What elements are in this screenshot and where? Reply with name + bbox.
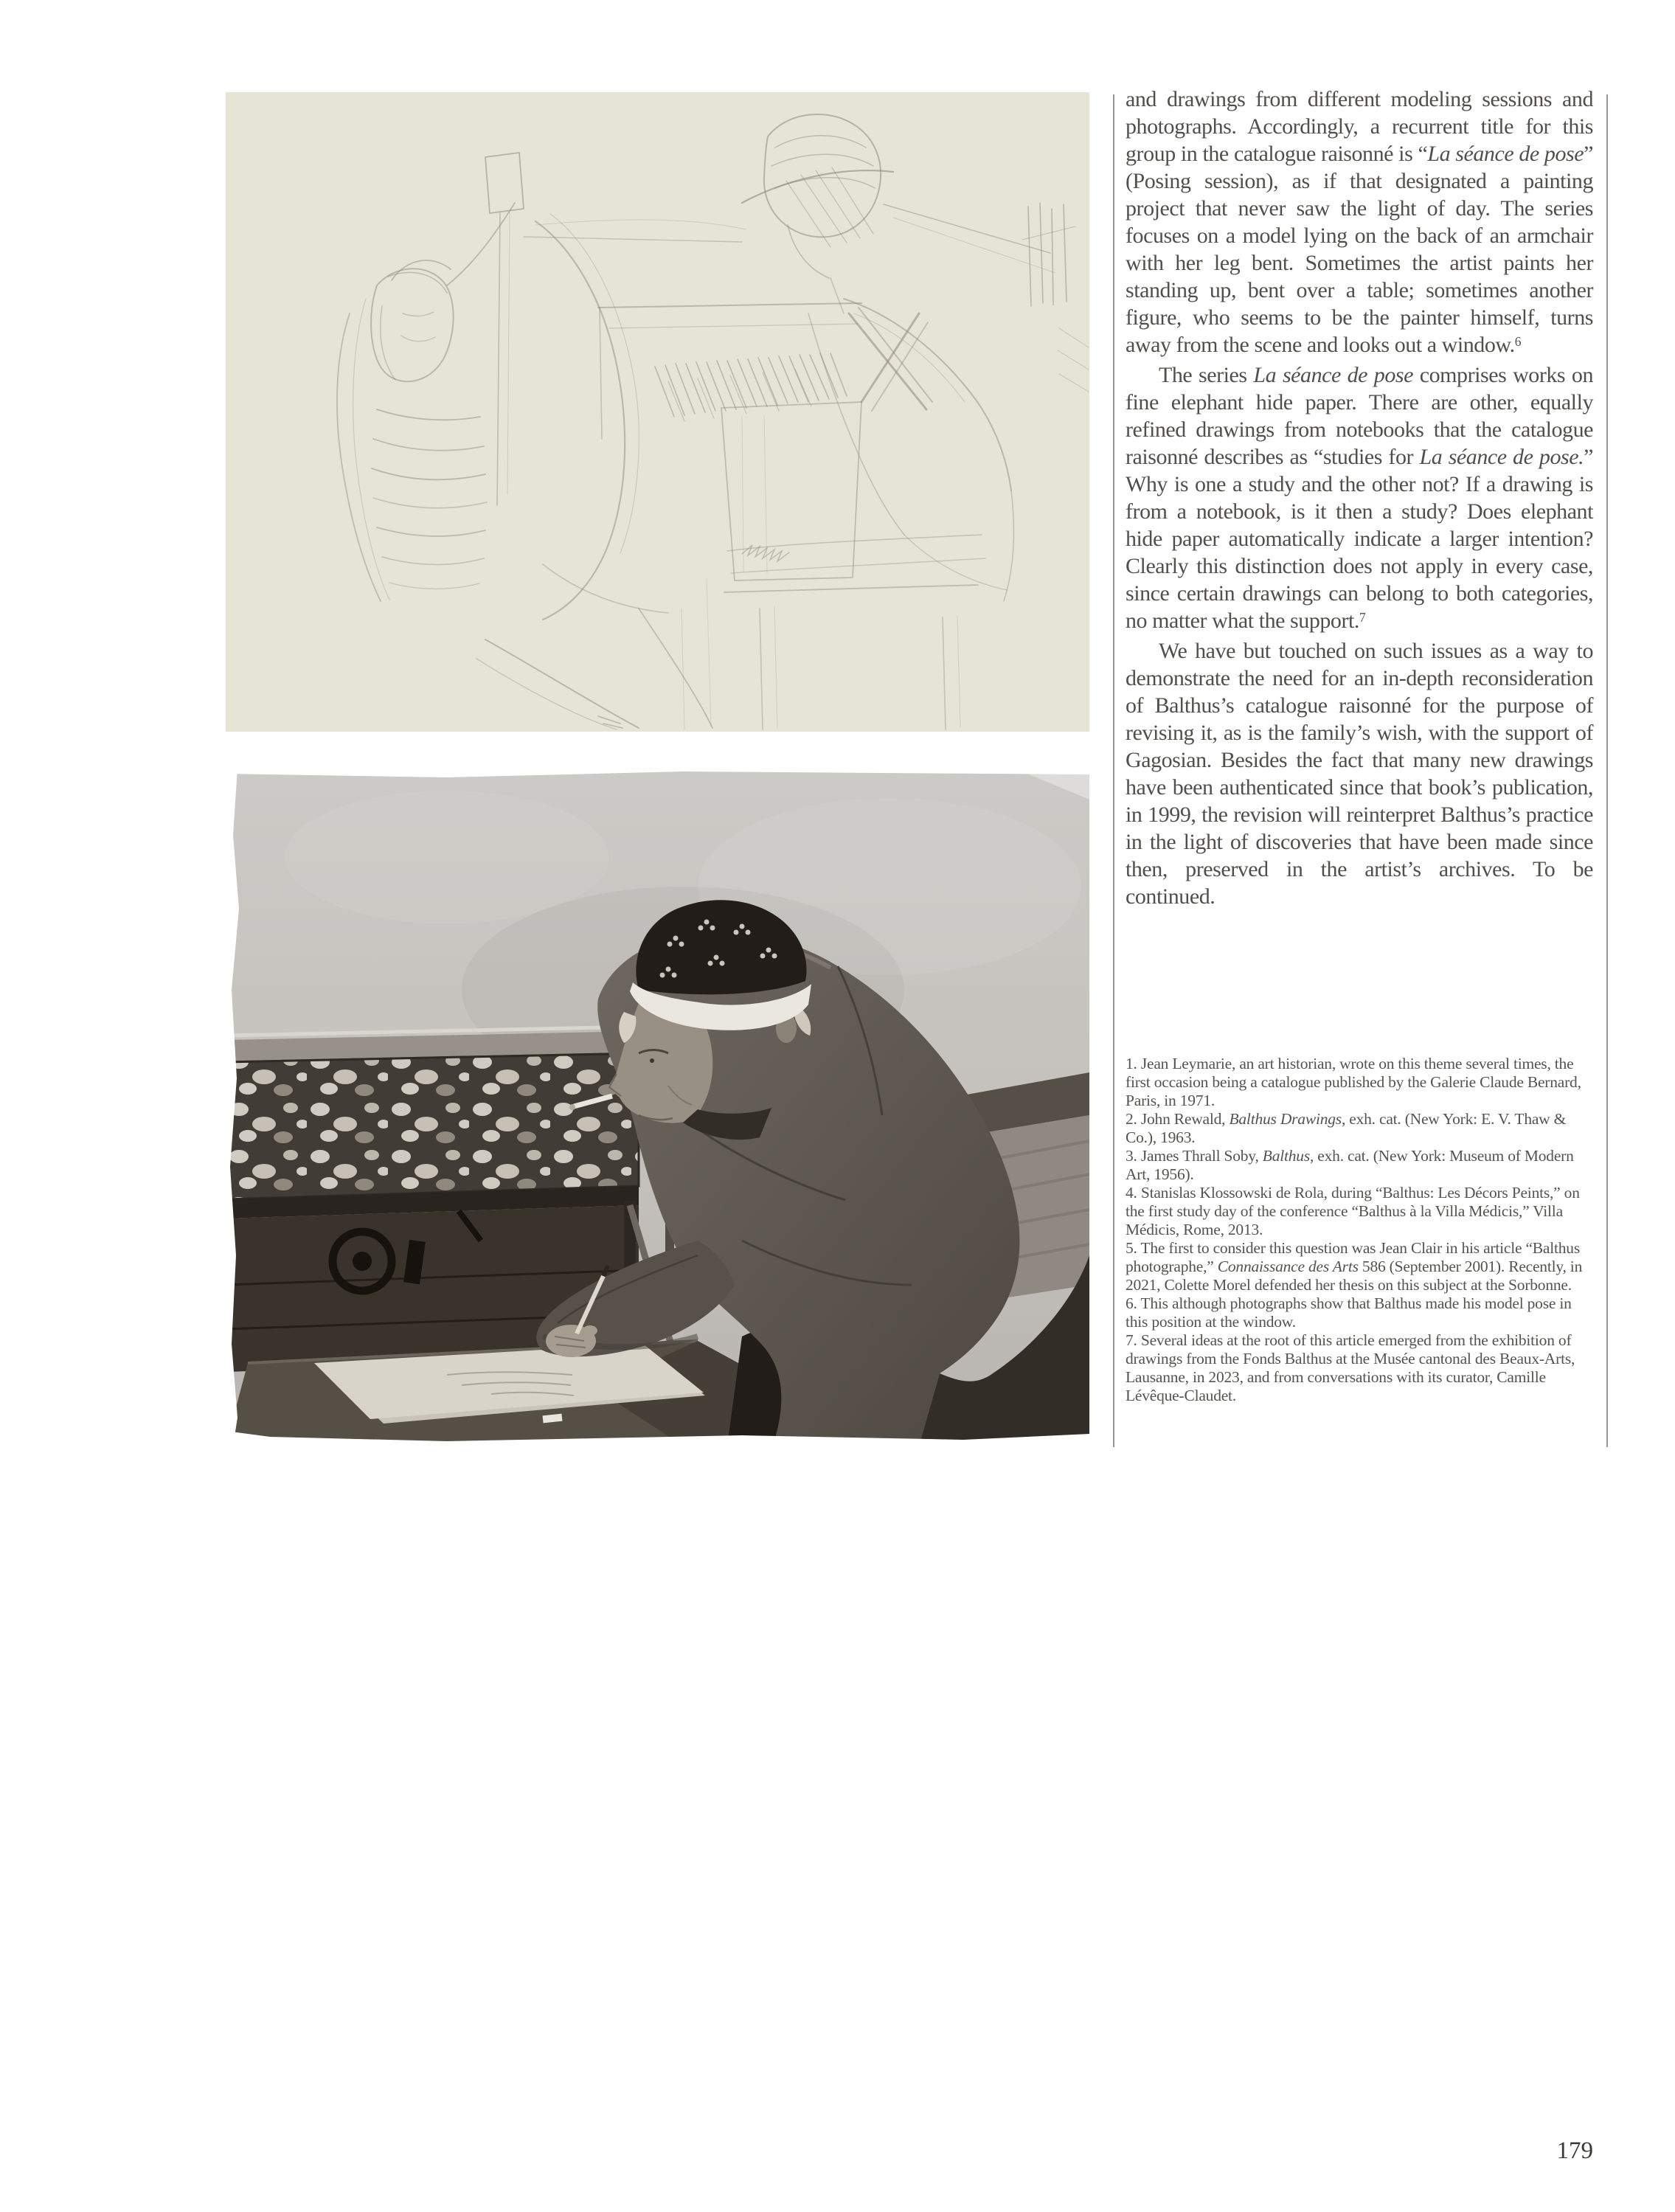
footnote-6: 6. This although photographs show that Balthus made his model pose in this position at the window. (1126, 1294, 1572, 1331)
footnote-4: 4. Stanislas Klossowski de Rola, during “Balthus: Les Décors Peints,” on the first study day of the conference “Balthus à la Villa Médicis,” Villa Médicis, Rome, 2013. (1126, 1184, 1580, 1238)
footnote-1: 1. Jean Leymarie, an art historian, wrote on this theme several times, the first occasion being a catalogue published by the Galerie Claude Bernard, Paris, in 1971. (1126, 1055, 1581, 1109)
footnotes (1126, 1055, 1592, 1405)
page-number: 179 (1556, 2138, 1593, 2164)
footnote-7: 7. Several ideas at the root of this article emerged from the exhibition of drawings from the Fonds Balthus at the Musée cantonal des Beaux-Arts, Lausanne, in 2023, and from conversations with its curator, Camille Lévêque-Claudet. (1126, 1331, 1575, 1404)
pencil-study-drawing (226, 92, 1089, 732)
balthus-photograph-image (226, 769, 1089, 1446)
footnote-3: 3. James Thrall Soby, Balthus, exh. cat. (New York: Museum of Modern Art, 1956). (1126, 1147, 1574, 1183)
footnote-5: 5. The first to consider this question was Jean Clair in his article “Balthus photographe,” Connaissance des Arts 586 (September 2001). Recently, in 2021, Colette Morel defended her thesis on this subject at the Sorbonne. (1126, 1239, 1583, 1294)
pencil-study-image (226, 92, 1089, 732)
column-rule-left (1113, 94, 1114, 1447)
balthus-photograph (226, 769, 1089, 1446)
body-paragraph-3: We have but touched on such issues as a way to demonstrate the need for an in-depth reconsideration of Balthus’s catalogue raisonné for the purpose of revising it, as is the family’s wish, with the support of Gagosian. Besides the fact that many new drawings have been authenticated since that book’s publication, in 1999, the revision will reinterpret Balthus’s practice in the light of discoveries that have been made since then, preserved in the artist’s archives. To be continued. (1126, 639, 1593, 909)
column-rule-right (1606, 94, 1608, 1447)
body-paragraph-2: The series La séance de pose comprises works on fine elephant hide paper. There are other, equally refined drawings from notebooks that the catalogue raisonné describes as “studies for La séance de pose.” Why is one a study and the other not? If a drawing is from a notebook, is it then a study? Does elephant hide paper automatically indicate a larger intention? Clearly this distinction does not apply in every case, since certain drawings can belong to both categories, no matter what the support.$^7$ (1126, 363, 1594, 633)
article-column (1126, 86, 1593, 910)
body-paragraph-1: and drawings from different modeling sessions and photographs. Accordingly, a recurrent title for this group in the catalogue raisonné is “La séance de pose” (Posing session), as if that designated a painting project that never saw the light of day. The series focuses on a model lying on the back of an armchair with her leg bent. Sometimes the artist paints her standing up, bent over a table; sometimes another figure, who seems to be the painter himself, turns away from the scene and looks out a window.$^6$ (1126, 87, 1593, 357)
footnote-2: 2. John Rewald, Balthus Drawings, exh. cat. (New York: E. V. Thaw & Co.), 1963. (1126, 1110, 1567, 1146)
